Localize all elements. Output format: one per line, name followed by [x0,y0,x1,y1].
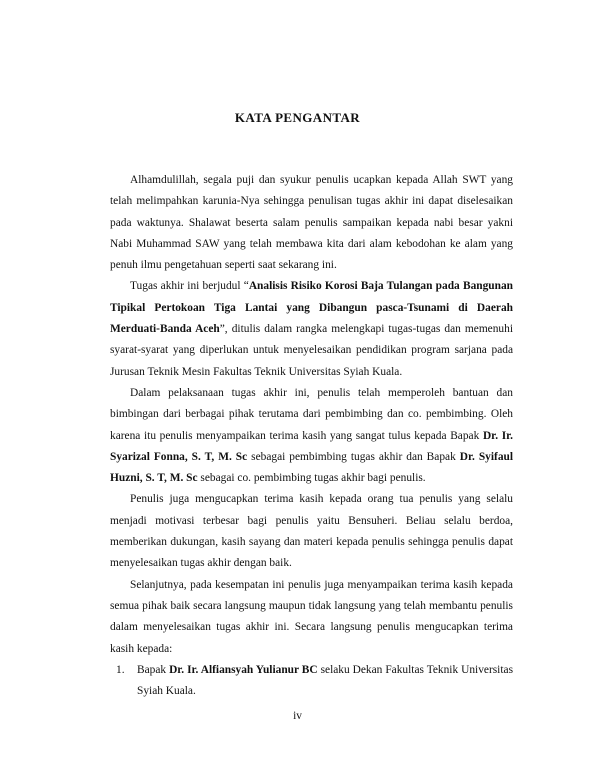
paragraph-2 [110,276,513,382]
paragraph-3-text-3: sebagai co. pembimbing tugas akhir bagi penulis. [197,472,426,485]
paragraph-3 [110,383,513,489]
page-title: KATA PENGANTAR [234,110,361,125]
list-item-number: 1. [116,663,125,676]
paragraph-4: Penulis juga mengucapkan terima kasih kepada orang tua penulis yang selalu menjadi motivasi terbesar bagi penulis yaitu Bensuheri. Beliau selalu berdoa, memberikan dukungan, kasih sayang dan materi kepada penulis sehingga penulis dapat menyelesaikan tugas akhir dengan baik. [110,493,513,570]
body-text [110,170,513,702]
supervisor-name: Dr. Ir. Syarizal Fonna, S. T, M. Sc [110,429,513,463]
list-item-name: Dr. Ir. Alfiansyah Yulianur BC [169,663,318,676]
paragraph-1: Alhamdulillah, segala puji dan syukur penulis ucapkan kepada Allah SWT yang telah melimpahkan karunia-Nya sehingga penulisan tugas akhir ini dapat diselesaikan pada waktunya. Shalawat beserta salam penulis sampaikan kepada nabi besar yakni Nabi Muhammad SAW yang telah membawa kita dari alam kebodohan ke alam yang penuh ilmu pengetahuan seperti saat sekarang ini. [110,174,513,272]
paragraph-3-text-2: sebagai pembimbing tugas akhir dan Bapak [247,450,460,463]
page-number: iv [293,710,302,722]
acknowledgement-list [110,660,513,703]
paragraph-3-text-1: Dalam pelaksanaan tugas akhir ini, penulis telah memperoleh bantuan dan bimbingan dari berbagai pihak terutama dari pembimbing dan co. pembimbing. Oleh karena itu penulis menyampaikan terima kasih yang sangat tulus kepada Bapak [110,386,513,442]
paragraph-2-text-2: ”, ditulis dalam rangka melengkapi tugas-tugas dan memenuhi syarat-syarat yang diperlukan untuk menyelesaikan pendidikan program sarjana pada Jurusan Teknik Mesin Fakultas Teknik Universitas Syiah Kuala. [110,323,513,378]
paragraph-2-text-1: Tugas akhir ini berjudul “ [130,280,249,293]
list-item-text-2: selaku Dekan Fakultas Teknik Universitas Syiah Kuala. [137,663,513,698]
thesis-title: Analisis Risiko Korosi Baja Tulangan pada Bangunan Tipikal Pertokoan Tiga Lantai yang Dibangun pasca-Tsunami di Daerah Merduati-Banda Aceh [110,280,513,336]
paragraph-5: Selanjutnya, pada kesempatan ini penulis juga menyampaikan terima kasih kepada semua pihak baik secara langsung maupun tidak langsung yang telah membantu penulis dalam menyelesaikan tugas akhir ini. Secara langsung penulis mengucapkan terima kasih kepada: [110,578,513,655]
list-item-text-1: Bapak [137,663,170,676]
list-item [110,660,513,703]
co-supervisor-name: Dr. Syifaul Huzni, S. T, M. Sc [110,450,514,485]
